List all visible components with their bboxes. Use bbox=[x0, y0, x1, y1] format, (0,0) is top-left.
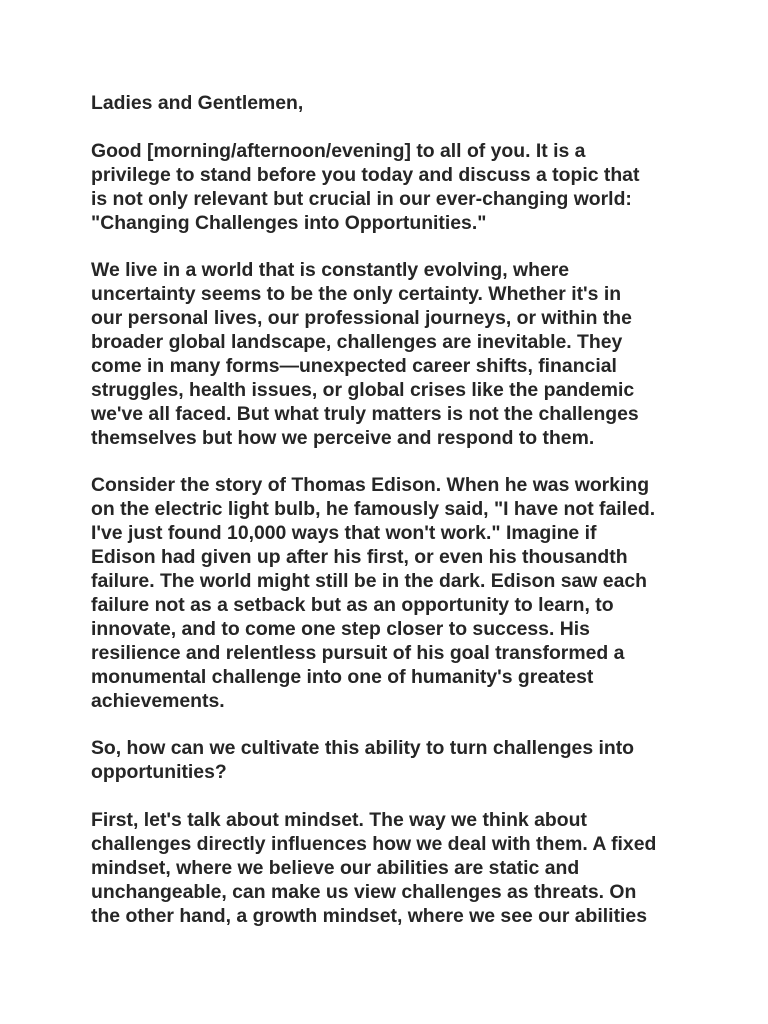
text-line: innovate, and to come one step closer to success. His bbox=[91, 617, 590, 640]
text-line: Good [morning/afternoon/evening] to all of you. It is a bbox=[91, 139, 586, 162]
text-line: our personal lives, our professional journeys, or within the bbox=[91, 307, 632, 330]
text-line: monumental challenge into one of humanity's greatest bbox=[91, 665, 594, 688]
text-line: opportunities? bbox=[91, 761, 227, 784]
text-line: mindset, where we believe our abilities are static and bbox=[91, 856, 580, 879]
text-line: Consider the story of Thomas Edison. When he was working bbox=[91, 474, 650, 497]
text-line: I've just found 10,000 ways that won't work." Imagine if bbox=[91, 522, 597, 545]
text-line: resilience and relentless pursuit of his goal transformed a bbox=[91, 641, 625, 664]
text-line: Edison had given up after his first, or even his thousandth bbox=[91, 546, 628, 569]
text-line: privilege to stand before you today and discuss a topic that bbox=[91, 163, 640, 186]
text-line: So, how can we cultivate this ability to turn challenges into bbox=[91, 737, 635, 760]
text-line: "Changing Challenges into Opportunities." bbox=[91, 211, 487, 234]
speech-text bbox=[91, 92, 691, 953]
paragraph-question bbox=[91, 737, 691, 785]
text-line: We live in a world that is constantly evolving, where bbox=[91, 259, 570, 282]
text-line: is not only relevant but crucial in our ever-changing world: bbox=[91, 187, 632, 210]
text-line: unchangeable, can make us view challenges as threats. On bbox=[91, 880, 637, 903]
text-line: come in many forms—unexpected career shifts, financial bbox=[91, 354, 617, 377]
paragraph-intro bbox=[91, 140, 691, 236]
text-line: struggles, health issues, or global crises like the pandemic bbox=[91, 378, 635, 401]
text-line: broader global landscape, challenges are inevitable. They bbox=[91, 331, 623, 354]
text-line: failure. The world might still be in the dark. Edison saw each bbox=[91, 570, 647, 593]
text-line: achievements. bbox=[91, 689, 225, 712]
text-line: on the electric light bulb, he famously said, "I have not failed. bbox=[91, 498, 656, 521]
text-line: uncertainty seems to be the only certainty. Whether it's in bbox=[91, 283, 622, 306]
text-line: First, let's talk about mindset. The way we think about bbox=[91, 809, 587, 832]
text-line: the other hand, a growth mindset, where we see our abilities bbox=[91, 904, 647, 927]
text-line: Ladies and Gentlemen, bbox=[91, 92, 304, 114]
paragraph-world bbox=[91, 259, 691, 450]
text-line: we've all faced. But what truly matters is not the challenges bbox=[91, 402, 639, 425]
paragraph-salutation bbox=[91, 92, 691, 116]
text-line: themselves but how we perceive and respond to them. bbox=[91, 426, 595, 449]
text-line: failure not as a setback but as an opportunity to learn, to bbox=[91, 593, 614, 616]
paragraph-mindset bbox=[91, 809, 691, 929]
paragraph-edison bbox=[91, 474, 691, 713]
text-line: challenges directly influences how we deal with them. A fixed bbox=[91, 833, 657, 856]
